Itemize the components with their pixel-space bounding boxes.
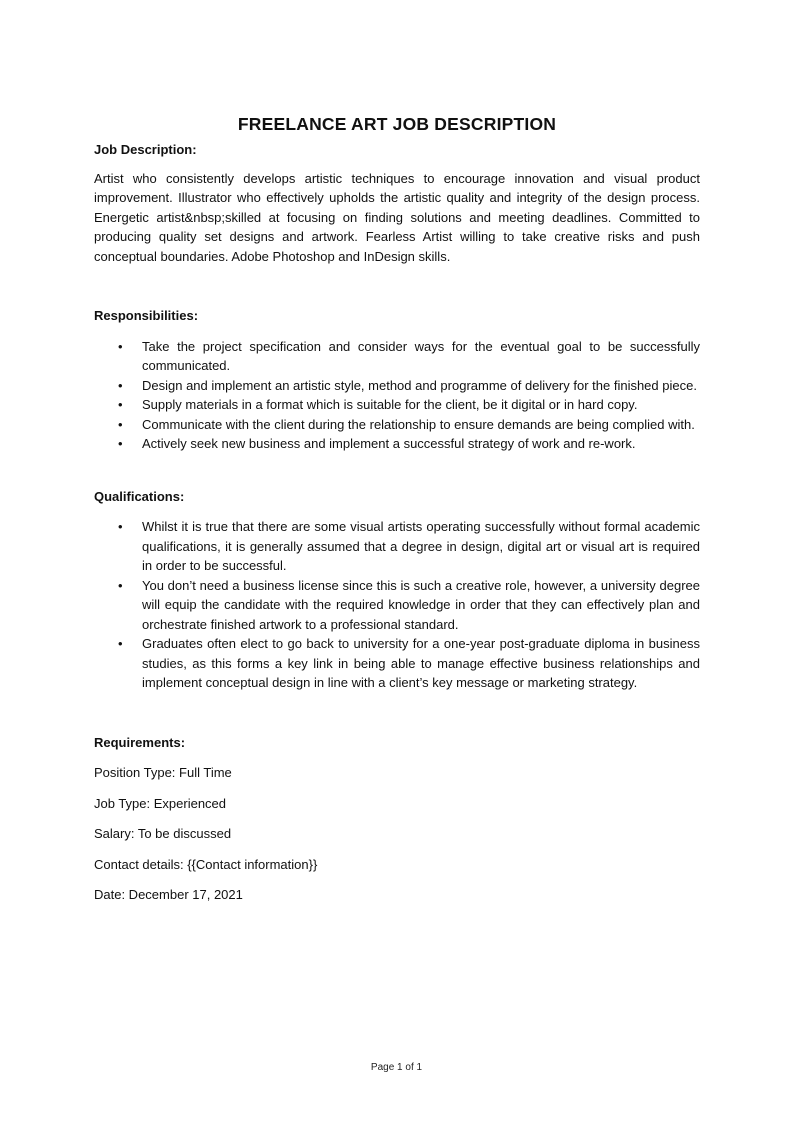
responsibility-text: Design and implement an artistic style, method and programme of delivery for the finished piece. [142, 377, 697, 393]
bullet-icon: • [118, 377, 123, 393]
list-item [94, 576, 700, 635]
bullet-icon: • [118, 636, 123, 651]
qualifications-list [94, 517, 700, 693]
bullet-icon: • [118, 397, 123, 412]
salary: Salary: To be discussed [94, 826, 232, 841]
responsibilities-list [94, 337, 700, 454]
bullet-icon: • [118, 519, 123, 534]
responsibility-text: Communicate with the client during the relationship to ensure demands are being complied with. [142, 416, 695, 432]
list-item [94, 415, 700, 435]
list-item [94, 434, 700, 454]
responsibility-text: Actively seek new business and implement a successful strategy of work and re-work. [142, 436, 636, 451]
responsibility-text: Take the project specification and consider ways for the eventual goal to be successfully communicated. [142, 338, 700, 373]
qualification-text: You don’t need a business license since this is such a creative role, however, a university degree will equip the candidate with the required knowledge in order that they can effectively plan and orchestrate finished artwork to a professional standard. [142, 577, 700, 632]
bullet-icon: • [118, 577, 123, 593]
document-content [94, 112, 700, 905]
bullet-icon: • [118, 436, 123, 451]
qualification-text: Whilst it is true that there are some visual artists operating successfully without formal academic qualifications, it is generally assumed that a degree in design, digital art or visual art is required in order to be successful. [142, 519, 700, 573]
list-item [94, 634, 700, 693]
job-description-heading: Job Description: [94, 142, 197, 157]
contact-details: Contact details: {{Contact information}} [94, 856, 318, 872]
qualification-text: Graduates often elect to go back to university for a one-year post-graduate diploma in business studies, as this forms a key link in being able to manage effective business relationships and implement conceptual design in line with a client’s key message or marketing strategy. [142, 636, 700, 690]
list-item [94, 337, 700, 376]
responsibility-text: Supply materials in a format which is suitable for the client, be it digital or in hard copy. [142, 397, 638, 412]
bullet-icon: • [118, 416, 123, 432]
page-number-footer: Page 1 of 1 [370, 1062, 423, 1073]
date: Date: December 17, 2021 [94, 887, 243, 902]
job-description-text: Artist who consistently develops artistic techniques to encourage innovation and visual product improvement. Illustrator who effectively upholds the artistic quality and integrity of the design process. Energetic artist&nbsp;skilled at focusing on finding solutions and meeting deadlines. Committed to producing quality set designs and artwork. Fearless Artist willing to take creative risks and push conceptual boundaries. Adobe Photoshop and InDesign skills. [94, 170, 700, 264]
responsibilities-heading: Responsibilities: [94, 308, 199, 323]
position-type: Position Type: Full Time [94, 765, 232, 780]
job-type: Job Type: Experienced [94, 795, 227, 811]
document-title: FREELANCE ART JOB DESCRIPTION [237, 114, 557, 134]
requirements-heading: Requirements: [94, 734, 186, 750]
list-item [94, 517, 700, 576]
bullet-icon: • [118, 338, 123, 354]
list-item [94, 395, 700, 415]
list-item [94, 376, 700, 396]
qualifications-heading: Qualifications: [94, 488, 185, 504]
